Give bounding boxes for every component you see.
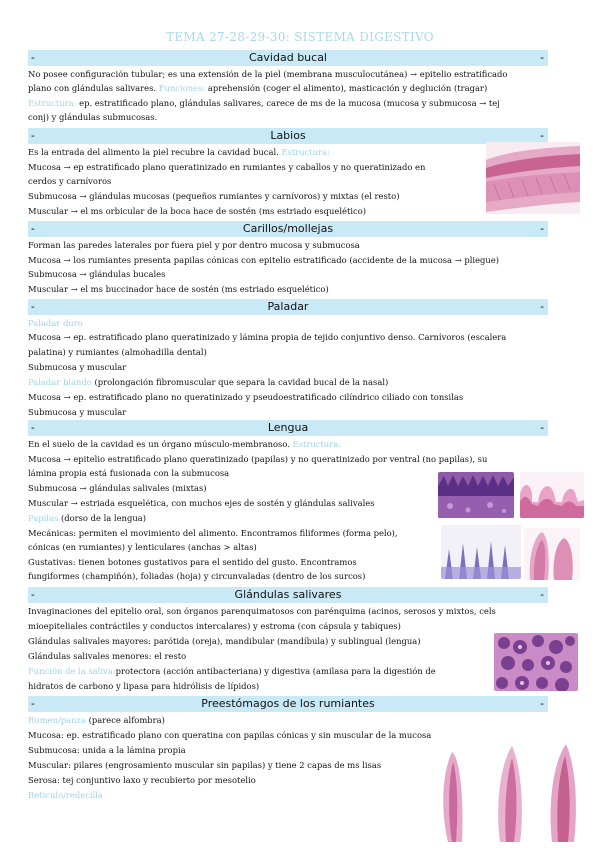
section-header-carrillos	[28, 221, 548, 237]
text-line: Submucosa y muscular	[28, 407, 127, 417]
section-header-labios	[28, 128, 548, 144]
bar-dash: -	[540, 129, 544, 142]
rumen-papillae-histology-image	[434, 738, 584, 842]
text-line: cónicas (en rumiantes) y lenticulares (anchas > altas)	[28, 542, 257, 552]
section-title: Preestómagos de los rumiantes	[201, 697, 375, 710]
section-header-glandulas	[28, 587, 548, 603]
text-line: Mucosa → ep. estratificado plano queratinizado y lámina propia de tejido conjuntivo denso. Carnívoros (escalera	[28, 332, 507, 342]
text-line: En el suelo de la cavidad es un órgano músculo-membranoso. Estructura:	[28, 439, 342, 449]
text-line: Forman las paredes laterales por fuera piel y por dentro mucosa y submucosa	[28, 240, 360, 250]
text-line: Estructura: ep. estratificado plano, glándulas salivares, carece de ms de la mucosa (mucosa y submucosa → tej	[28, 98, 500, 108]
section-title: Cavidad bucal	[249, 51, 327, 64]
bar-dash: -	[540, 421, 544, 434]
text-line: Glándulas salivales menores: el resto	[28, 651, 187, 661]
bar-dash: -	[31, 222, 35, 235]
tongue-histology-image-4	[524, 528, 580, 580]
text-line: Muscular → el ms buccinador hace de sostén (ms estriado esquelético)	[28, 284, 329, 294]
text-line: Submucosa: unida a la lámina propia	[28, 745, 186, 755]
bar-dash: -	[31, 300, 35, 313]
bar-dash: -	[540, 300, 544, 313]
text-line: hidratos de carbono y lipasa para hidrólisis de lípidos)	[28, 681, 260, 691]
lip-histology-image	[486, 142, 580, 214]
text-line: Submucosa → glándulas salivales (mixtas)	[28, 483, 207, 493]
text-line: Muscular: pilares (engrosamiento muscular sin papilas) y tiene 2 capas de ms lisas	[28, 760, 382, 770]
text-line: Retículo/redecilla	[28, 790, 103, 800]
text-line: Submucosa → glándulas bucales	[28, 269, 166, 279]
text-line: Glándulas salivales mayores: parótida (oreja), mandibular (mandíbula) y sublingual (lengua)	[28, 636, 421, 646]
bar-dash: -	[31, 421, 35, 434]
section-header-preestomagos	[28, 696, 548, 712]
tongue-histology-image-3	[441, 525, 521, 579]
section-title: Carillos/mollejas	[242, 222, 334, 235]
text-line: No posee configuración tubular; es una extensión de la piel (membrana musculocutánea) → epitelio estratificado	[28, 69, 508, 79]
bar-dash: -	[31, 697, 35, 710]
tongue-histology-image-1	[438, 472, 514, 518]
text-line: Paladar blando (prolongación fibromuscular que separa la cavidad bucal de la nasal)	[28, 377, 389, 387]
bar-dash: -	[540, 51, 544, 64]
text-line: Invaginaciones del epitelio oral, son órganos parenquimatosos con parénquima (acinos, serosos y mixtos, cels	[28, 606, 496, 616]
text-line: cerdos y carnívoros	[28, 176, 112, 186]
text-line: Mucosa → ep estratificado plano queratinizado en rumiantes y caballos y no queratinizado en	[28, 162, 426, 172]
bar-dash: -	[540, 222, 544, 235]
section-title: Labios	[270, 129, 306, 142]
text-line: mioepiteliales contráctiles y conductos intercalares) y estroma (con cápsula y tabiques)	[28, 621, 401, 631]
text-line: Submucosa → glándulas mucosas (pequeños rumiantes y carnívoros) y mixtas (el resto)	[28, 191, 400, 201]
text-line: conj) y glándulas submucosas.	[28, 112, 158, 122]
section-header-cavidad	[28, 50, 548, 66]
text-line: Rumen/panza (parece alfombra)	[28, 715, 165, 725]
tongue-histology-image-2	[520, 472, 584, 518]
text-line: palatina) y rumiantes (almohadilla dental)	[28, 347, 207, 357]
section-title: Lengua	[267, 421, 309, 434]
text-line: lámina propia está fusionada con la submucosa	[28, 468, 230, 478]
text-line: Gustativas: tienen botones gustativos para el sentido del gusto. Encontramos	[28, 557, 357, 567]
section-header-lengua	[28, 420, 548, 436]
text-line: fungiformes (champiñón), foliadas (hoja) y circunvaladas (dentro de los surcos)	[28, 571, 366, 581]
text-line: Mucosa: ep. estratificado plano con queratina con papilas cónicas y sin muscular de la mucosa	[28, 730, 432, 740]
text-line: Mucosa → los rumiantes presenta papilas cónicas con epitelio estratificado (accidente de la mucosa → pliegue)	[28, 255, 500, 265]
text-line: Mecánicas: permiten el movimiento del alimento. Encontramos filiformes (forma pelo),	[28, 528, 398, 538]
text-line: plano con glándulas salivares. Funciones: aprehensión (coger el alimento), masticación y deglución (tragar)	[28, 83, 488, 93]
text-line: Paladar duro	[28, 318, 83, 328]
bar-dash: -	[31, 588, 35, 601]
text-line: Mucosa → epitelio estratificado plano queratinizado (papilas) y no queratinizado por ventral (no papilas), su	[28, 454, 488, 464]
bar-dash: -	[540, 697, 544, 710]
section-header-paladar	[28, 299, 548, 315]
bar-dash: -	[31, 51, 35, 64]
bar-dash: -	[31, 129, 35, 142]
text-line: Mucosa → ep. estratificado plano no queratinizado y pseudoestratificado cilíndrico ciliado con tonsilas	[28, 392, 464, 402]
text-line: Papilas (dorso de la lengua)	[28, 513, 146, 523]
text-line: Muscular → el ms orbicular de la boca hace de sostén (ms estriado esquelético)	[28, 206, 367, 216]
page-title: TEMA 27-28-29-30: SISTEMA DIGESTIVO	[166, 30, 434, 44]
text-line: Muscular → estriada esquelética, con muchos ejes de sostén y glándulas salivales	[28, 498, 375, 508]
bar-dash: -	[540, 588, 544, 601]
section-title: Paladar	[267, 300, 309, 313]
text-line: Serosa: tej conjuntivo laxo y recubierto por mesotelio	[28, 775, 256, 785]
text-line: Submucosa y muscular	[28, 362, 127, 372]
text-line: Función de la saliva:protectora (acción antibacteriana) y digestiva (amilasa para la digestión de	[28, 666, 436, 676]
section-title: Glándulas salivares	[234, 588, 342, 601]
text-line: Es la entrada del alimento la piel recubre la cavidad bucal. Estructura:	[28, 147, 330, 157]
salivary-gland-histology-image	[494, 633, 578, 691]
